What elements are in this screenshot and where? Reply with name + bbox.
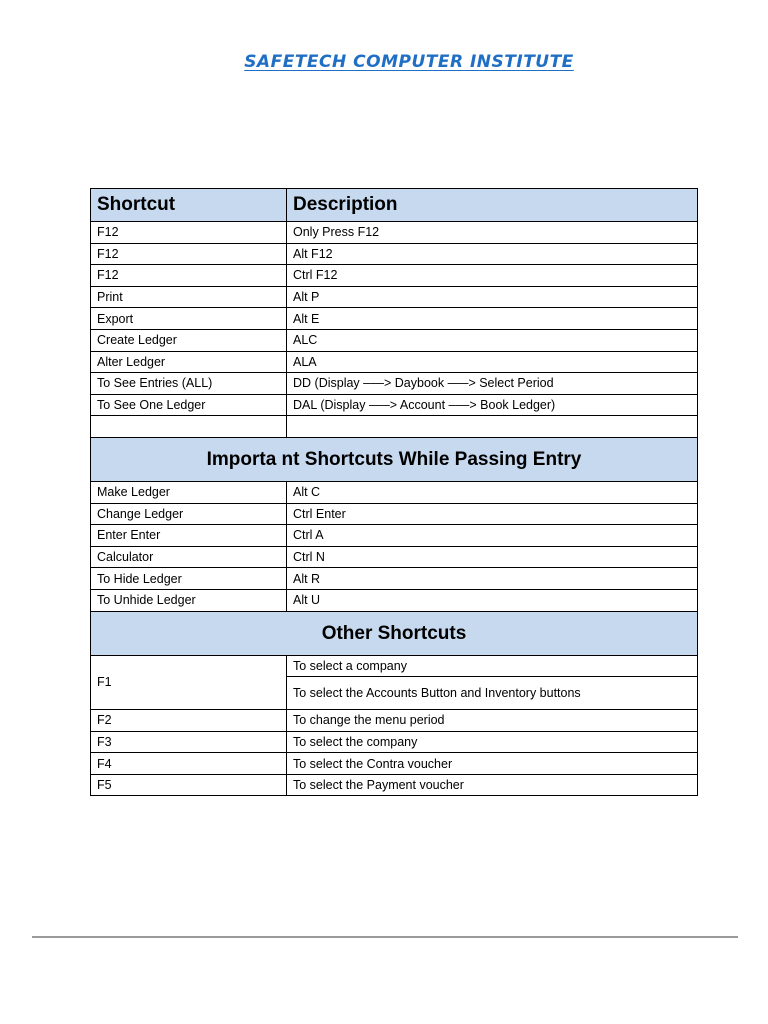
shortcut-cell: Print bbox=[91, 286, 287, 308]
table-row bbox=[91, 265, 698, 287]
shortcut-cell: Export bbox=[91, 308, 287, 330]
description-cell: Alt E bbox=[287, 308, 698, 330]
shortcut-cell: Calculator bbox=[91, 546, 287, 568]
description-cell: To select the Accounts Button and Inventory buttons bbox=[287, 677, 698, 710]
description-cell: Alt F12 bbox=[287, 243, 698, 265]
header-description: Description bbox=[287, 189, 698, 222]
section-title: Importa nt Shortcuts While Passing Entry bbox=[91, 437, 698, 481]
description-cell: Ctrl F12 bbox=[287, 265, 698, 287]
description-cell: ALC bbox=[287, 329, 698, 351]
section-header-passing-entry bbox=[91, 437, 698, 481]
description-cell bbox=[287, 416, 698, 438]
description-cell: To select the company bbox=[287, 731, 698, 753]
shortcut-cell: F2 bbox=[91, 710, 287, 732]
footer-divider bbox=[32, 936, 738, 938]
shortcut-cell: F1 bbox=[91, 655, 287, 710]
shortcut-cell: Create Ledger bbox=[91, 329, 287, 351]
shortcut-cell: F4 bbox=[91, 753, 287, 775]
table-row bbox=[91, 655, 698, 677]
empty-row bbox=[91, 416, 698, 438]
description-cell: Alt U bbox=[287, 589, 698, 611]
shortcut-cell: To Hide Ledger bbox=[91, 568, 287, 590]
shortcut-cell: F12 bbox=[91, 222, 287, 244]
table-row bbox=[91, 589, 698, 611]
description-cell: Only Press F12 bbox=[287, 222, 698, 244]
table-row bbox=[91, 373, 698, 395]
description-cell: Ctrl A bbox=[287, 525, 698, 547]
shortcut-cell: F12 bbox=[91, 243, 287, 265]
shortcut-cell: F3 bbox=[91, 731, 287, 753]
table-row bbox=[91, 753, 698, 775]
description-cell: To select a company bbox=[287, 655, 698, 677]
table-row bbox=[91, 568, 698, 590]
shortcut-cell: Alter Ledger bbox=[91, 351, 287, 373]
table-row bbox=[91, 731, 698, 753]
header-shortcut: Shortcut bbox=[91, 189, 287, 222]
shortcuts-table bbox=[90, 188, 698, 796]
shortcut-cell: F5 bbox=[91, 774, 287, 796]
description-cell: To select the Contra voucher bbox=[287, 753, 698, 775]
description-cell: DD (Display –––> Daybook –––> Select Period bbox=[287, 373, 698, 395]
shortcut-cell: Enter Enter bbox=[91, 525, 287, 547]
table-row bbox=[91, 222, 698, 244]
document-title: SAFETECH COMPUTER INSTITUTE bbox=[244, 52, 574, 72]
description-cell: Alt P bbox=[287, 286, 698, 308]
table-row bbox=[91, 394, 698, 416]
table-row bbox=[91, 774, 698, 796]
shortcut-cell: To See One Ledger bbox=[91, 394, 287, 416]
table-row bbox=[91, 286, 698, 308]
shortcut-cell: To See Entries (ALL) bbox=[91, 373, 287, 395]
table-row bbox=[91, 243, 698, 265]
table-row bbox=[91, 351, 698, 373]
table-row bbox=[91, 503, 698, 525]
section-title: Other Shortcuts bbox=[91, 611, 698, 655]
shortcut-cell: Make Ledger bbox=[91, 481, 287, 503]
description-cell: Alt R bbox=[287, 568, 698, 590]
section-header-other bbox=[91, 611, 698, 655]
table-header-row bbox=[91, 189, 698, 222]
description-cell: Ctrl N bbox=[287, 546, 698, 568]
description-cell: DAL (Display –––> Account –––> Book Ledger) bbox=[287, 394, 698, 416]
description-cell: To change the menu period bbox=[287, 710, 698, 732]
shortcut-cell: To Unhide Ledger bbox=[91, 589, 287, 611]
table-row bbox=[91, 546, 698, 568]
shortcut-cell: Change Ledger bbox=[91, 503, 287, 525]
table-row bbox=[91, 710, 698, 732]
description-cell: To select the Payment voucher bbox=[287, 774, 698, 796]
shortcut-cell: F12 bbox=[91, 265, 287, 287]
description-cell: Ctrl Enter bbox=[287, 503, 698, 525]
table-row bbox=[91, 481, 698, 503]
table-row bbox=[91, 525, 698, 547]
shortcut-cell bbox=[91, 416, 287, 438]
table-row bbox=[91, 329, 698, 351]
description-cell: Alt C bbox=[287, 481, 698, 503]
description-cell: ALA bbox=[287, 351, 698, 373]
table-row bbox=[91, 308, 698, 330]
